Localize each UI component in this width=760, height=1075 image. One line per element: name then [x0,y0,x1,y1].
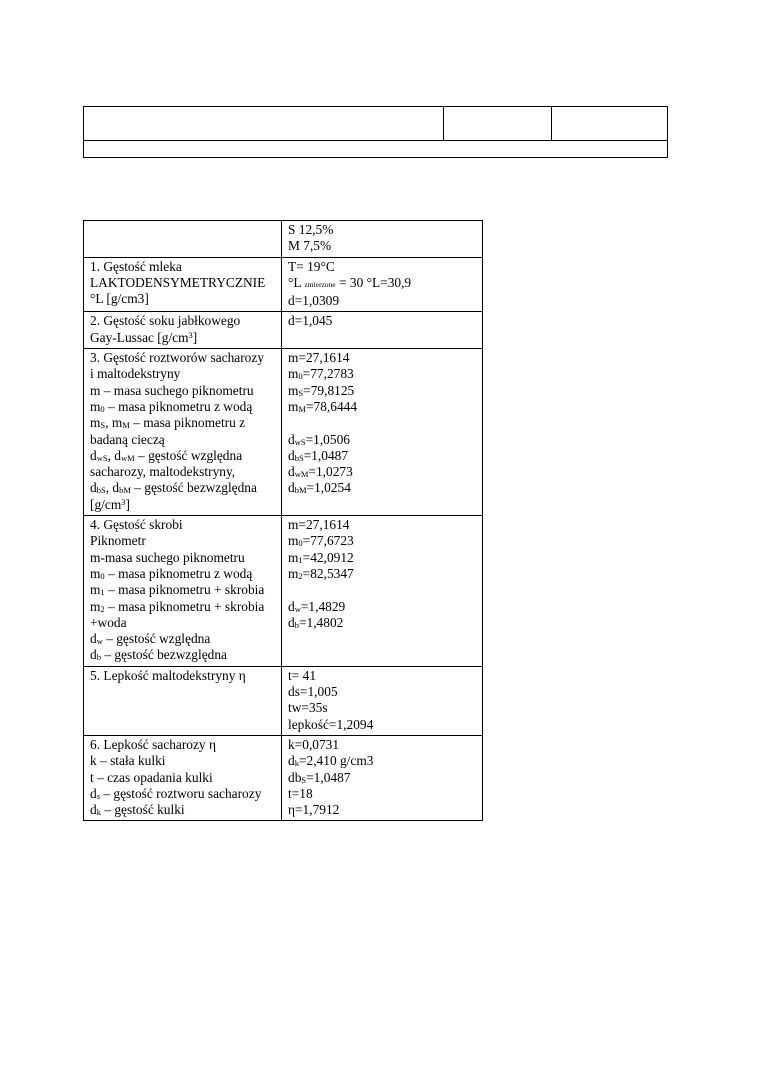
cell-text: M [122,420,130,431]
cell-text: m [288,366,299,382]
cell-text: bS [294,452,304,463]
cell-text: s [96,790,101,801]
cell-text: 1 [298,554,303,565]
cell-text [288,399,477,415]
cell-text [90,497,276,513]
cell-text: ds=1,005 [288,684,338,700]
cell-text: =78,6444 [305,398,358,414]
cell-text: m [90,415,101,431]
cell-text: = 30 °L=30,9 [335,274,412,290]
cell-text: d [90,785,97,801]
cell-text: d [288,480,295,496]
header-cell-3 [552,107,668,141]
cell-text: wS [294,436,306,447]
row-values-milk-density [282,257,483,312]
cell-text: =2,410 g/cm3 [298,753,374,769]
cell-text: S [298,387,304,398]
cell-text: d=1,045 [288,313,333,329]
table-row [84,666,483,735]
cell-text: m [288,565,299,581]
row-label-milk-density [84,257,282,312]
cell-text: =77,2783 [302,366,354,382]
row-values-solution-density [282,349,483,516]
cell-text: i maltodekstryny [90,366,181,382]
cell-text [288,415,477,431]
cell-text: bM [119,485,131,496]
cell-text: m [90,565,101,581]
cell-text: – gęstość względna [134,447,243,463]
cell-text [288,533,477,549]
cell-text: – masa piknometru z [129,415,246,431]
cell-text [90,415,276,431]
cell-text [288,615,477,631]
table-cell-empty [84,221,282,258]
cell-text [288,464,477,480]
cell-text: k – stała kulki [90,753,166,769]
cell-text: m [90,582,101,598]
cell-text: η=1,7912 [288,802,340,818]
cell-text [288,566,477,582]
cell-text: =1,0487 [303,447,349,463]
header-cell-title [84,107,444,141]
cell-text: 6. Lepkość sacharozy η [90,736,216,752]
row-values-juice-density [282,312,483,349]
cell-text: S [301,774,307,785]
cell-text: k=0,0731 [288,736,340,752]
cell-text: =42,0912 [302,549,354,565]
cell-text: 0 [298,538,303,549]
cell-text: m-masa suchego piknometru [90,549,245,565]
cell-text: m [288,533,299,549]
header-cell-bottom [84,141,668,158]
row-label-sucrose-viscosity [84,735,282,820]
cell-text: b [294,619,299,630]
cell-text: , d [105,480,120,496]
cell-text: , d [107,447,121,463]
cell-text: sacharozy, maltodekstryny, [90,464,236,480]
cell-text [90,786,276,802]
table-row [84,312,483,349]
cell-text: m [90,398,101,414]
cell-text [288,550,477,566]
cell-text: m [288,398,299,414]
cell-text: =1,0506 [305,431,350,447]
cell-text: m [288,382,299,398]
cell-text [288,480,477,496]
cell-text: – masa piknometru z wodą [104,565,253,581]
cell-text [288,275,477,293]
cell-text [90,802,276,818]
cell-text [90,647,276,663]
cell-text: w [294,603,301,614]
cell-text: wM [294,469,309,480]
cell-text: d [90,802,97,818]
cell-text: k [96,807,101,818]
cell-text: m [288,549,299,565]
cell-text: d [288,431,295,447]
row-label-maltodextrin-viscosity [84,666,282,735]
cell-text: t= 41 [288,667,317,683]
cell-text: k [294,758,299,769]
cell-text: d [90,480,97,496]
row-label-juice-density [84,312,282,349]
table-row [84,349,483,516]
cell-text: m [90,598,101,614]
table-cell-column-heads [282,221,483,258]
row-values-sucrose-viscosity [282,735,483,820]
cell-text: S [100,420,106,431]
cell-text [90,582,276,598]
cell-text: – gęstość roztworu sacharozy [100,785,262,801]
cell-text: 2 [298,570,303,581]
cell-text: b [96,652,101,663]
cell-text: bS [96,485,106,496]
cell-text: =1,0254 [306,480,351,496]
cell-text: T= 19°C [288,258,335,274]
header-cell-2 [444,107,552,141]
row-values-starch-density [282,516,483,667]
table-row [84,735,483,820]
cell-text [288,448,477,464]
cell-text: 0 [298,371,303,382]
cell-text: =79,8125 [303,382,355,398]
cell-text: d [288,447,295,463]
cell-text [90,448,276,464]
cell-text: 0 [100,403,105,414]
cell-text: , m [105,415,123,431]
cell-text: wM [120,452,135,463]
cell-text: bM [294,485,307,496]
cell-text [288,753,477,769]
cell-text: d [90,631,97,647]
cell-text: =1,4802 [298,614,344,630]
column-head-s: S 12,5% [288,222,334,237]
cell-text: 1. Gęstość mleka [90,258,182,274]
table-row [84,516,483,667]
cell-text: °L [288,274,305,290]
cell-text [90,480,276,496]
cell-text: – gęstość względna [102,631,211,647]
cell-text: lepkość=1,2094 [288,716,374,732]
results-table [83,220,483,821]
cell-text: °L [g/cm3] [90,291,149,307]
cell-text [90,566,276,582]
cell-text: – gęstość bezwzględna [130,480,257,496]
cell-text: 3 [121,496,126,507]
cell-text: 3 [188,329,193,340]
column-head-m: M 7,5% [288,238,332,254]
cell-text: =1,4829 [300,598,346,614]
cell-text: – masa piknometru z wodą [104,398,253,414]
cell-text: d [288,753,295,769]
cell-text: w [96,636,103,647]
table-row [84,257,483,312]
cell-text: +woda [90,614,127,630]
cell-text: – masa piknometru + skrobia [104,598,265,614]
cell-text: d [288,598,295,614]
cell-text [90,399,276,415]
cell-text: tw=35s [288,700,328,716]
cell-text: ] [125,496,130,512]
cell-text: Gay-Lussac [g/cm [90,329,189,345]
cell-text: 5. Lepkość maltodekstryny η [90,667,246,683]
cell-text: m – masa suchego piknometru [90,382,254,398]
cell-text [90,599,276,615]
cell-text: 0 [100,570,105,581]
cell-text [90,631,276,647]
row-values-maltodextrin-viscosity [282,666,483,735]
cell-text [288,770,477,786]
cell-text: – gęstość kulki [100,802,185,818]
cell-text: wS [96,452,108,463]
table-row [84,221,483,258]
cell-text: =77,6723 [302,533,354,549]
cell-text: 3. Gęstość roztworów sacharozy [90,350,265,366]
cell-text [288,582,477,598]
cell-text: =82,5347 [302,565,354,581]
cell-text: zmierzone [304,279,336,289]
cell-text: =1,0273 [308,464,353,480]
cell-text: t – czas opadania kulki [90,769,213,785]
cell-text: d=1,0309 [288,293,340,309]
cell-text: d [288,614,295,630]
cell-text: m=27,1614 [288,517,350,533]
cell-text: 2 [100,603,105,614]
cell-text: badaną cieczą [90,431,165,447]
row-label-solution-density [84,349,282,516]
header-table [83,106,668,158]
cell-text: LAKTODENSYMETRYCZNIE [90,274,266,290]
cell-text: [g/cm [90,496,122,512]
cell-text: t=18 [288,785,313,801]
cell-text: 1 [100,587,105,598]
cell-text: 4. Gęstość skrobi [90,517,183,533]
cell-text: 2. Gęstość soku jabłkowego [90,313,241,329]
row-label-starch-density [84,516,282,667]
cell-text [288,432,477,448]
cell-text [288,383,477,399]
cell-text [288,599,477,615]
cell-text: M [298,403,306,414]
cell-text: db [288,769,302,785]
cell-text: – gęstość bezwzględna [100,647,228,663]
cell-text: – masa piknometru + skrobia [104,582,265,598]
cell-text: m=27,1614 [288,350,350,366]
cell-text [288,366,477,382]
cell-text [90,330,276,346]
cell-text: d [90,447,97,463]
cell-text: ] [192,329,198,345]
cell-text: =1,0487 [306,769,351,785]
cell-text: d [90,647,97,663]
cell-text: d [288,464,295,480]
cell-text: Piknometr [90,533,146,549]
